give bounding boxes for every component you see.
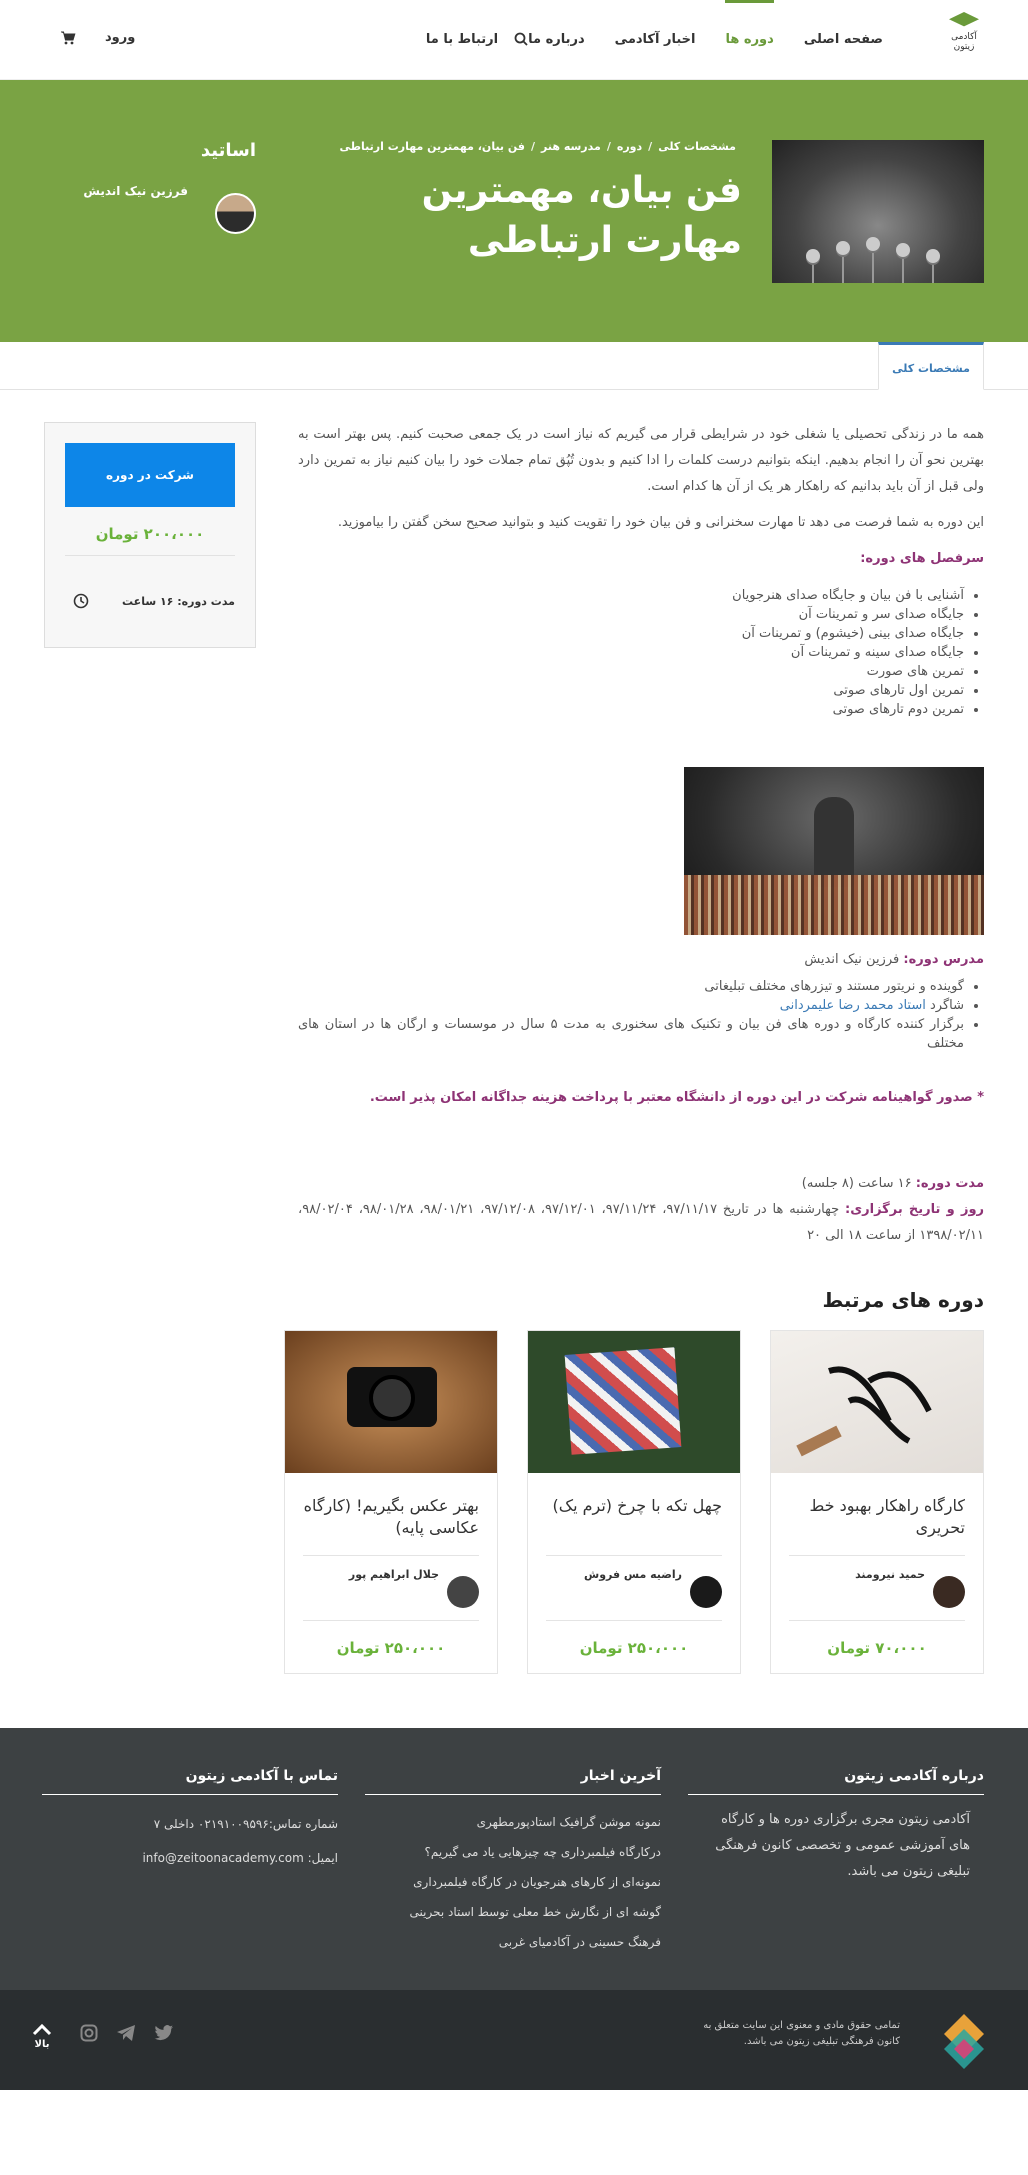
sidebar-duration: مدت دوره: ۱۶ ساعت <box>122 595 235 608</box>
course-card-image[interactable] <box>285 1331 497 1473</box>
breadcrumb: مشخصات کلی / دوره / مدرسه هنر / فن بیان، مهمترین مهارت ارتباطی <box>339 140 736 153</box>
breadcrumb-art-school[interactable]: مدرسه هنر <box>541 140 601 153</box>
top-navbar <box>0 0 1028 80</box>
list-item: • جایگاه صدای سر و تمرینات آن <box>298 605 964 624</box>
enroll-sidebar <box>44 422 256 648</box>
course-description <box>298 422 984 1249</box>
course-card-image[interactable] <box>771 1331 983 1473</box>
copyright-text: تمامی حقوق مادی و معنوی این سایت متعلق به کانون فرهنگی تبلیغی زیتون می باشد. <box>703 2020 900 2047</box>
course-cover-image <box>772 140 984 283</box>
tab-overview[interactable]: مشخصات کلی <box>878 342 984 390</box>
footer-news <box>365 1768 661 1957</box>
contact-phone: شماره تماس:۰۲۱۹۱۰۰۹۵۹۶ داخلی ۷ <box>153 1817 338 1831</box>
intro-paragraph: همه ما در زندگی تحصیلی یا شغلی خود در شرایطی قرار می گیریم که نیاز است در یک جمعی صحبت کنیم. پس بهتر است به بهترین نحو آن را انجام بدهیم. اینکه بتوانیم درست کلمات را ادا کنیم و بدون تُپُق تمام جملات خود را بیان کنیم نیاز به تمرین دارد ولی قبل از آن باید بدانیم که راهکار هر یک از آن ها کدام است. <box>298 427 984 494</box>
telegram-icon[interactable] <box>116 2024 136 2042</box>
footer-contact-title: تماس با آکادمی زیتون <box>42 1768 338 1795</box>
main-content <box>0 390 1028 1288</box>
footer-about-text: آکادمی زیتون مجری برگزاری دوره ها و کارگاه های آموزشی عمومی و تخصصی کانون فرهنگی تبلیغی زیتون می باشد. <box>715 1812 970 1879</box>
login-link[interactable]: ورود <box>105 30 136 45</box>
footer-about-title: درباره آکادمی زیتون <box>688 1768 984 1795</box>
duration-value: ۱۶ ساعت (۸ جلسه) <box>801 1176 912 1191</box>
nav-about[interactable]: درباره ما <box>528 32 585 47</box>
course-card[interactable] <box>770 1330 984 1674</box>
course-price: ۲۰۰،۰۰۰ تومان <box>95 525 205 543</box>
related-heading: دوره های مرتبط <box>822 1288 984 1312</box>
site-logo[interactable] <box>944 12 984 62</box>
news-link[interactable]: نمونه موشن گرافیک استادپورمطهری <box>476 1815 661 1829</box>
intro-paragraph-2: این دوره به شما فرصت می دهد تا مهارت سخنرانی و فن بیان خود را تقویت کنید و بتوانید صحیح سخن گفتن را بیاموزید. <box>337 515 984 530</box>
course-card-teacher <box>789 1566 965 1610</box>
chevron-up-icon <box>32 2024 52 2036</box>
news-link[interactable]: فرهنگ حسینی در آکادمیای غربی <box>498 1935 661 1949</box>
teacher-name: حمید نیرومند <box>855 1568 925 1581</box>
social-links <box>80 2024 174 2042</box>
course-card-price: ۷۰،۰۰۰ تومان <box>827 1639 927 1657</box>
mentor-link[interactable]: استاد محمد رضا علیمردانی <box>779 998 926 1013</box>
syllabus-heading: سرفصل های دوره: <box>860 551 984 566</box>
teacher-name[interactable]: فرزین نیک اندیش <box>83 184 188 198</box>
list-item: • آشنایی با فن بیان و جایگاه صدای هنرجویان <box>298 586 964 605</box>
list-item: • تمرین اول تارهای صوتی <box>298 681 964 700</box>
breadcrumb-course[interactable]: دوره <box>616 140 643 153</box>
course-card-price: ۲۵۰،۰۰۰ تومان <box>336 1639 446 1657</box>
bio-text: شاگرد <box>925 998 964 1013</box>
list-item: • تمرین دوم تارهای صوتی <box>298 700 964 719</box>
clock-icon <box>73 593 89 609</box>
teachers-heading: اساتید <box>200 140 256 161</box>
list-item: • جایگاه صدای بینی (خیشوم) و تمرینات آن <box>298 624 964 643</box>
course-card-image[interactable] <box>528 1331 740 1473</box>
course-card-title[interactable]: چهل تکه با چرخ (ترم یک) <box>552 1496 722 1515</box>
list-item <box>298 996 964 1015</box>
news-link[interactable]: درکارگاه فیلمبرداری چه چیزهایی یاد می گیریم؟ <box>424 1845 661 1859</box>
duration-label: مدت دوره: <box>915 1176 984 1191</box>
teacher-name: راضیه مس فروش <box>584 1568 682 1581</box>
related-courses <box>0 1288 1028 1728</box>
logo-text: آکادمی زیتون <box>951 32 977 52</box>
instructor-name: فرزین نیک اندیش <box>804 952 900 967</box>
course-card-teacher <box>546 1566 722 1610</box>
breadcrumb-current: فن بیان، مهمترین مهارت ارتباطی <box>339 140 525 153</box>
main-nav <box>411 0 898 80</box>
teacher-avatar[interactable] <box>215 193 256 234</box>
duration-line <box>298 1171 984 1197</box>
certificate-note: * صدور گواهینامه شرکت در این دوره از دانشگاه معتبر با پرداخت هزینه جداگانه امکان پذیر است. <box>369 1090 984 1105</box>
course-card-price: ۲۵۰،۰۰۰ تومان <box>579 1639 689 1657</box>
course-card-teacher <box>303 1566 479 1610</box>
site-footer <box>0 1728 1028 1990</box>
news-link[interactable]: نمونه‌ای از کارهای هنرجویان در کارگاه فیلمبرداری <box>413 1875 661 1889</box>
search-icon[interactable] <box>514 32 528 46</box>
graduation-cap-icon <box>949 12 979 30</box>
speaker-image <box>684 767 984 935</box>
instructor-line <box>298 947 984 973</box>
avatar <box>447 1576 479 1608</box>
join-course-button[interactable]: شرکت در دوره <box>65 443 235 507</box>
syllabus-list <box>298 586 964 719</box>
footer-about <box>688 1768 984 1885</box>
list-item: • گوینده و نریتور مستند و تیزرهای مختلف تبلیغاتی <box>298 977 964 996</box>
page-title: فن بیان، مهمترین مهارت ارتباطی <box>421 170 742 261</box>
twitter-icon[interactable] <box>154 2024 174 2042</box>
footer-news-title: آخرین اخبار <box>365 1768 661 1795</box>
back-to-top-label: بالا <box>34 2039 50 2050</box>
cart-icon[interactable] <box>60 30 76 46</box>
list-item: • تمرین های صورت <box>298 662 964 681</box>
nav-contact[interactable]: ارتباط با ما <box>425 32 499 47</box>
breadcrumb-overview[interactable]: مشخصات کلی <box>658 140 736 153</box>
instructor-label: مدرس دوره: <box>903 952 984 967</box>
course-hero <box>0 80 1028 342</box>
footer-bottom <box>0 1990 1028 2090</box>
teacher-name: جلال ابراهیم پور <box>348 1568 439 1581</box>
instructor-bio-list <box>298 977 964 1053</box>
back-to-top-button[interactable] <box>30 2024 54 2050</box>
nav-courses[interactable]: دوره ها <box>710 0 788 80</box>
footer-contact <box>42 1768 338 1875</box>
avatar <box>933 1576 965 1608</box>
instagram-icon[interactable] <box>80 2024 98 2042</box>
list-item: • جایگاه صدای سینه و تمرینات آن <box>298 643 964 662</box>
course-card-title[interactable]: کارگاه راهکار بهبود خط تحریری <box>809 1496 965 1537</box>
schedule-value: چهارشنبه ها در تاریخ ۹۷/۱۱/۱۷، ۹۷/۱۱/۲۴، ۹۷/۱۲/۰۱، ۹۷/۱۲/۰۸، ۹۸/۰۱/۲۱، ۹۸/۰۱/۲۸، ۹۸/۰۲/۰۴، ۱۳۹۸/۰۲/۱۱ از ساعت ۱۸ الی ۲۰ <box>298 1202 984 1243</box>
brand-logo-icon[interactable] <box>944 2014 984 2074</box>
avatar <box>690 1576 722 1608</box>
tab-bar <box>0 342 1028 390</box>
schedule-label: روز و تاریخ برگزاری: <box>845 1202 985 1217</box>
divider <box>65 555 235 556</box>
course-card[interactable] <box>527 1330 741 1674</box>
list-item: • برگزار کننده کارگاه و دوره های فن بیان و تکنیک های سخنوری به مدت ۵ سال در موسسات و ارگان ها در استان های مختلف <box>298 1015 964 1053</box>
nav-home[interactable]: صفحه اصلی <box>803 32 883 47</box>
news-link[interactable]: گوشه ای از نگارش خط معلی توسط استاد بحرینی <box>409 1905 661 1919</box>
course-card-title[interactable]: بهتر عکس بگیریم! (کارگاه عکاسی پایه) <box>303 1496 479 1537</box>
course-card[interactable] <box>284 1330 498 1674</box>
contact-email[interactable]: ایمیل: info@zeitoonacademy.com <box>142 1851 338 1865</box>
schedule-line <box>298 1197 984 1249</box>
nav-news[interactable]: اخبار آکادمی <box>614 32 696 47</box>
